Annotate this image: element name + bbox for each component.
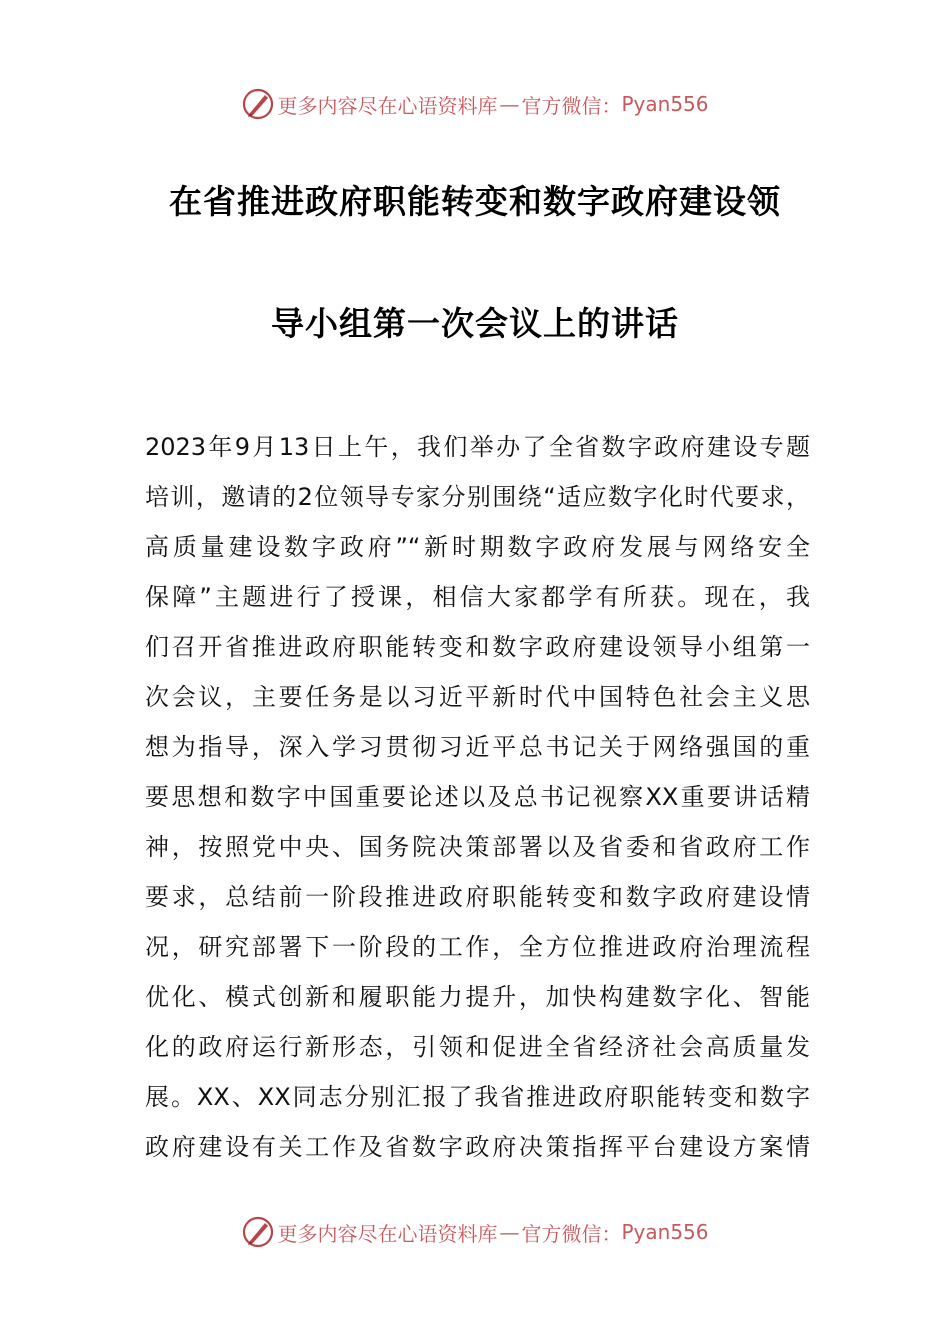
body-line: 神，按照党中央、国务院决策部署以及省委和省政府工作 (145, 833, 810, 861)
banner-separator: — (499, 1220, 520, 1244)
banner-separator: — (499, 92, 520, 116)
body-line: 展。XX、XX同志分别汇报了我省推进政府职能转变和数字 (145, 1083, 810, 1111)
document-title-line-2: 导小组第一次会议上的讲话 (271, 304, 679, 343)
body-line: 培训，邀请的2位领导专家分别围绕“适应数字化时代要求， (145, 483, 810, 511)
banner-official-label: 官方微信： (521, 1221, 622, 1246)
footer-watermark-banner (0, 1212, 950, 1252)
body-line: 要思想和数字中国重要论述以及总书记视察XX重要讲话精 (145, 783, 810, 811)
body-line: 要求，总结前一阶段推进政府职能转变和数字政府建设情 (145, 883, 810, 911)
body-line: 2023年9月13日上午，我们举办了全省数字政府建设专题 (145, 433, 810, 461)
body-line: 次会议，主要任务是以习近平新时代中国特色社会主义思 (145, 683, 810, 711)
body-line: 优化、模式创新和履职能力提升，加快构建数字化、智能 (145, 983, 810, 1011)
banner-text: 更多内容尽在心语资料库 (277, 1221, 498, 1246)
document-title-line-1: 在省推进政府职能转变和数字政府建设领 (169, 182, 781, 221)
banner-account: Pyan556 (621, 92, 709, 116)
body-line: 化的政府运行新形态，引领和促进全省经济社会高质量发 (145, 1033, 810, 1061)
banner-account: Pyan556 (621, 1220, 709, 1244)
banner-text: 更多内容尽在心语资料库 (277, 93, 498, 118)
pen-logo-icon (241, 87, 275, 121)
body-line: 想为指导，深入学习贯彻习近平总书记关于网络强国的重 (145, 733, 810, 761)
body-line: 们召开省推进政府职能转变和数字政府建设领导小组第一 (145, 633, 810, 661)
body-line: 高质量建设数字政府”“新时期数字政府发展与网络安全 (145, 533, 810, 561)
pen-logo-icon (241, 1215, 275, 1249)
body-line: 政府建设有关工作及省数字政府决策指挥平台建设方案情 (145, 1133, 810, 1161)
body-line: 况，研究部署下一阶段的工作，全方位推进政府治理流程 (145, 933, 810, 961)
header-watermark-banner (0, 84, 950, 124)
body-line: 保障”主题进行了授课，相信大家都学有所获。现在，我 (145, 583, 810, 611)
banner-official-label: 官方微信： (521, 93, 622, 118)
